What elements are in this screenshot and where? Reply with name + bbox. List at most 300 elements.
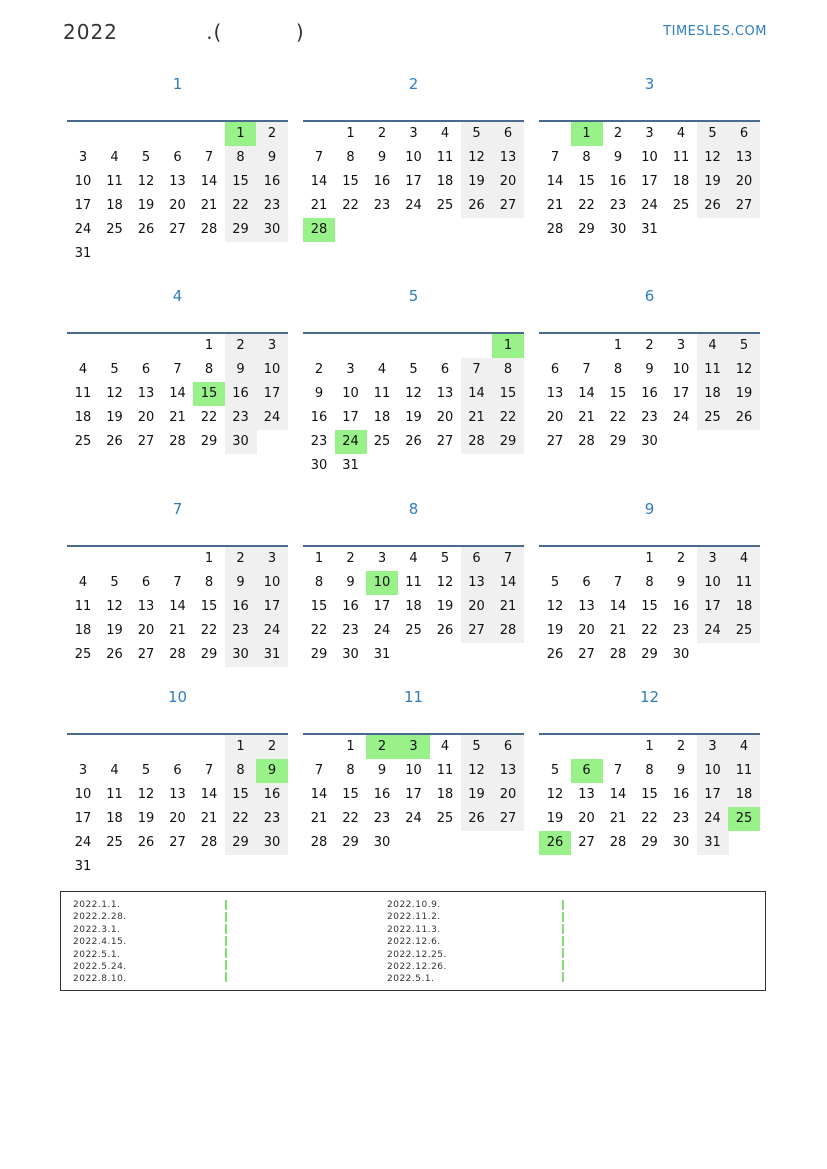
day-cell: 30 (342, 647, 359, 662)
day-cell: 5 (110, 575, 119, 590)
holiday-day-cell: 9 (256, 759, 288, 783)
day-cell: 6 (461, 547, 493, 571)
day-cell: 15 (641, 599, 658, 614)
day-cell: 27 (169, 835, 186, 850)
day-cell: 19 (461, 783, 493, 807)
day-cell: 21 (169, 623, 186, 638)
day-cell: 12 (546, 787, 564, 802)
note-date: 2022.1.1. (73, 900, 121, 910)
day-cell: 31 (256, 643, 288, 667)
day-cell: 14 (310, 787, 328, 802)
note-divider (225, 900, 227, 984)
day-cell: 10 (256, 358, 288, 382)
day-cell: 31 (641, 222, 658, 237)
month-name: 11 (403, 688, 424, 706)
day-cell: 18 (697, 382, 729, 406)
day-cell: 12 (461, 759, 493, 783)
day-cell: 16 (225, 595, 257, 619)
day-cell: 3 (697, 735, 729, 759)
day-cell: 14 (461, 382, 493, 406)
day-cell: 16 (641, 386, 658, 401)
day-cell: 17 (697, 595, 729, 619)
day-cell: 26 (137, 835, 155, 850)
day-cell: 8 (346, 150, 355, 165)
day-cell: 2 (676, 739, 686, 754)
day-cell: 9 (645, 362, 654, 377)
day-cell: 25 (405, 623, 422, 638)
day-cell: 7 (314, 763, 324, 778)
day-cell: 6 (440, 362, 450, 377)
day-cell: 1 (314, 551, 324, 566)
day-cell: 5 (461, 735, 493, 759)
day-cell: 8 (225, 759, 257, 783)
day-cell: 18 (373, 410, 391, 425)
day-cell: 14 (578, 386, 595, 401)
day-cell: 19 (137, 811, 155, 826)
day-cell: 20 (728, 170, 760, 194)
day-cell: 21 (609, 811, 627, 826)
day-cell: 7 (461, 358, 493, 382)
day-cell: 11 (697, 358, 729, 382)
note-date: 2022.2.28. (73, 912, 127, 923)
holiday-day-cell: 10 (366, 571, 398, 595)
holiday-day-cell: 24 (335, 430, 367, 454)
day-cell: 11 (436, 150, 454, 165)
day-cell: 22 (641, 811, 658, 826)
day-cell: 19 (728, 382, 760, 406)
holiday-day-cell: 6 (571, 759, 603, 783)
note-date: 2022.11.3. (387, 924, 441, 935)
day-cell: 15 (310, 599, 328, 614)
day-cell: 30 (225, 643, 257, 667)
day-cell: 23 (373, 811, 391, 826)
day-cell: 25 (373, 434, 391, 449)
day-cell: 9 (256, 146, 288, 170)
day-cell: 22 (342, 198, 359, 213)
month-name: 4 (172, 287, 183, 305)
day-cell: 22 (578, 198, 595, 213)
day-cell: 4 (440, 739, 450, 754)
note-date: 2022.5.24. (73, 962, 127, 973)
month-name: 8 (408, 500, 419, 518)
day-cell: 7 (204, 150, 214, 165)
note-date: 2022.12.26. (387, 962, 447, 973)
day-cell: 11 (106, 787, 123, 802)
day-cell: 2 (225, 334, 257, 358)
day-cell: 11 (74, 599, 92, 614)
day-cell: 14 (609, 599, 627, 614)
day-cell: 23 (672, 811, 690, 826)
day-cell: 9 (676, 763, 686, 778)
day-cell: 12 (436, 575, 454, 590)
day-cell: 7 (492, 547, 524, 571)
day-cell: 3 (409, 126, 418, 141)
day-cell: 29 (342, 835, 359, 850)
day-cell: 28 (461, 430, 493, 454)
day-cell: 16 (373, 787, 391, 802)
day-cell: 15 (641, 787, 658, 802)
day-cell: 29 (310, 647, 328, 662)
day-cell: 17 (405, 787, 422, 802)
day-cell: 11 (728, 571, 760, 595)
day-cell: 15 (342, 787, 359, 802)
day-cell: 2 (645, 338, 654, 353)
day-cell: 22 (492, 406, 524, 430)
day-cell: 5 (550, 575, 560, 590)
day-cell: 15 (200, 599, 218, 614)
day-cell: 5 (409, 362, 418, 377)
day-cell: 18 (106, 198, 123, 213)
day-cell: 15 (492, 382, 524, 406)
day-cell: 1 (225, 735, 257, 759)
day-cell: 7 (204, 763, 214, 778)
day-cell: 19 (461, 170, 493, 194)
day-cell: 24 (405, 198, 422, 213)
day-cell: 24 (74, 222, 92, 237)
day-cell: 7 (173, 362, 182, 377)
day-cell: 7 (613, 575, 623, 590)
day-cell: 22 (310, 623, 328, 638)
day-cell: 6 (492, 122, 524, 146)
day-cell: 13 (578, 787, 595, 802)
day-cell: 15 (342, 174, 359, 189)
day-cell: 20 (169, 198, 186, 213)
day-cell: 19 (405, 410, 422, 425)
day-cell: 27 (492, 194, 524, 218)
day-cell: 24 (373, 623, 391, 638)
day-cell: 30 (672, 835, 690, 850)
day-cell: 12 (546, 599, 564, 614)
day-cell: 12 (106, 386, 123, 401)
day-cell: 22 (609, 410, 627, 425)
day-cell: 25 (74, 647, 92, 662)
day-cell: 12 (728, 358, 760, 382)
day-cell: 26 (461, 194, 493, 218)
day-cell: 23 (609, 198, 627, 213)
day-cell: 27 (137, 434, 155, 449)
day-cell: 29 (609, 434, 627, 449)
day-cell: 5 (697, 122, 729, 146)
day-cell: 4 (728, 547, 760, 571)
day-cell: 21 (609, 623, 627, 638)
day-cell: 6 (141, 575, 151, 590)
day-cell: 18 (106, 811, 123, 826)
day-cell: 3 (346, 362, 355, 377)
note-divider (562, 900, 564, 984)
month-name: 1 (172, 75, 183, 93)
day-cell: 8 (204, 575, 214, 590)
day-cell: 13 (578, 599, 595, 614)
day-cell: 26 (546, 647, 564, 662)
day-cell: 19 (697, 170, 729, 194)
day-cell: 21 (169, 410, 186, 425)
day-cell: 18 (405, 599, 422, 614)
day-cell: 4 (377, 362, 387, 377)
day-cell: 4 (440, 126, 450, 141)
day-cell: 30 (256, 831, 288, 855)
day-cell: 28 (578, 434, 595, 449)
day-cell: 21 (461, 406, 493, 430)
day-cell: 1 (204, 338, 214, 353)
day-cell: 11 (74, 386, 92, 401)
day-cell: 28 (169, 647, 186, 662)
day-cell: 23 (225, 619, 257, 643)
day-cell: 4 (409, 551, 418, 566)
day-cell: 20 (436, 410, 454, 425)
day-cell: 6 (728, 122, 760, 146)
day-cell: 27 (546, 434, 564, 449)
month-name: 10 (167, 688, 188, 706)
day-cell: 20 (492, 783, 524, 807)
day-cell: 28 (169, 434, 186, 449)
holiday-day-cell: 3 (398, 735, 430, 759)
day-cell: 5 (461, 122, 493, 146)
day-cell: 8 (645, 575, 654, 590)
day-cell: 5 (728, 334, 760, 358)
day-cell: 29 (492, 430, 524, 454)
day-cell: 1 (346, 126, 355, 141)
day-cell: 28 (609, 835, 627, 850)
day-cell: 21 (546, 198, 564, 213)
day-cell: 21 (200, 811, 218, 826)
day-cell: 11 (728, 759, 760, 783)
day-cell: 28 (609, 647, 627, 662)
day-cell: 7 (550, 150, 560, 165)
month-name: 7 (172, 500, 183, 518)
day-cell: 23 (373, 198, 391, 213)
day-cell: 8 (346, 763, 355, 778)
day-cell: 24 (256, 406, 288, 430)
day-cell: 9 (314, 386, 324, 401)
holiday-day-cell: 2 (366, 735, 398, 759)
note-date: 2022.12.25. (387, 949, 447, 960)
day-cell: 14 (546, 174, 564, 189)
day-cell: 20 (137, 410, 155, 425)
day-cell: 10 (672, 362, 690, 377)
day-cell: 15 (225, 783, 257, 807)
day-cell: 30 (256, 218, 288, 242)
day-cell: 26 (106, 647, 123, 662)
day-cell: 16 (256, 170, 288, 194)
day-cell: 12 (461, 146, 493, 170)
day-cell: 26 (137, 222, 155, 237)
day-cell: 28 (200, 835, 218, 850)
day-cell: 18 (672, 174, 690, 189)
day-cell: 25 (74, 434, 92, 449)
day-cell: 4 (78, 575, 88, 590)
day-cell: 17 (74, 198, 92, 213)
day-cell: 20 (169, 811, 186, 826)
day-cell: 16 (310, 410, 328, 425)
day-cell: 12 (106, 599, 123, 614)
day-cell: 29 (641, 647, 658, 662)
day-cell: 26 (728, 406, 760, 430)
day-cell: 22 (200, 623, 218, 638)
day-cell: 30 (641, 434, 658, 449)
day-cell: 5 (550, 763, 560, 778)
day-cell: 22 (641, 623, 658, 638)
day-cell: 2 (377, 126, 387, 141)
day-cell: 30 (672, 647, 690, 662)
day-cell: 17 (672, 386, 690, 401)
day-cell: 7 (582, 362, 591, 377)
day-cell: 10 (697, 571, 729, 595)
day-cell: 23 (256, 807, 288, 831)
day-cell: 13 (169, 174, 186, 189)
day-cell: 2 (225, 547, 257, 571)
note-date: 2022.10.9. (387, 900, 441, 910)
day-cell: 9 (225, 358, 257, 382)
day-cell: 5 (141, 150, 151, 165)
day-cell: 23 (641, 410, 658, 425)
day-cell: 15 (578, 174, 595, 189)
day-cell: 21 (310, 811, 328, 826)
day-cell: 17 (697, 783, 729, 807)
day-cell: 17 (342, 410, 359, 425)
brand-logo-text[interactable]: TIMESLES.COM (663, 24, 767, 39)
note-date: 2022.4.15. (73, 937, 127, 948)
day-cell: 20 (492, 170, 524, 194)
day-cell: 8 (314, 575, 324, 590)
day-cell: 18 (74, 410, 92, 425)
day-cell: 14 (169, 599, 186, 614)
day-cell: 3 (645, 126, 654, 141)
day-cell: 7 (173, 575, 182, 590)
day-cell: 8 (613, 362, 623, 377)
day-cell: 14 (200, 787, 218, 802)
day-cell: 22 (200, 410, 218, 425)
day-cell: 5 (141, 763, 151, 778)
note-date: 2022.5.1. (73, 949, 121, 960)
day-cell: 21 (492, 595, 524, 619)
day-cell: 24 (405, 811, 422, 826)
day-cell: 30 (310, 458, 328, 473)
day-cell: 13 (137, 386, 155, 401)
day-cell: 21 (200, 198, 218, 213)
day-cell: 27 (461, 619, 493, 643)
day-cell: 10 (74, 787, 92, 802)
day-cell: 12 (697, 146, 729, 170)
day-cell: 27 (728, 194, 760, 218)
day-cell: 27 (137, 647, 155, 662)
day-cell: 16 (256, 783, 288, 807)
day-cell: 17 (405, 174, 422, 189)
day-cell: 3 (78, 150, 88, 165)
day-cell: 19 (106, 410, 123, 425)
day-cell: 29 (641, 835, 658, 850)
day-cell: 3 (377, 551, 387, 566)
day-cell: 27 (578, 835, 595, 850)
day-cell: 4 (676, 126, 686, 141)
holiday-day-cell: 1 (225, 122, 257, 146)
day-cell: 23 (342, 623, 359, 638)
month-name: 12 (639, 688, 660, 706)
day-cell: 29 (225, 218, 257, 242)
day-cell: 25 (106, 835, 123, 850)
note-date: 2022.5.1. (387, 974, 435, 985)
day-cell: 18 (728, 783, 760, 807)
day-cell: 7 (314, 150, 324, 165)
day-cell: 27 (169, 222, 186, 237)
day-cell: 2 (256, 122, 288, 146)
day-cell: 15 (609, 386, 627, 401)
day-cell: 4 (78, 362, 88, 377)
day-cell: 19 (546, 811, 564, 826)
day-cell: 8 (645, 763, 654, 778)
day-cell: 16 (373, 174, 391, 189)
day-cell: 6 (173, 763, 182, 778)
day-cell: 6 (173, 150, 182, 165)
day-cell: 8 (225, 146, 257, 170)
day-cell: 9 (613, 150, 623, 165)
day-cell: 29 (578, 222, 595, 237)
holiday-day-cell: 15 (193, 382, 225, 406)
month-name: 2 (408, 75, 419, 93)
day-cell: 27 (578, 647, 595, 662)
day-cell: 25 (436, 198, 454, 213)
day-cell: 4 (110, 763, 119, 778)
day-cell: 16 (225, 382, 257, 406)
notes-right-column (387, 899, 447, 986)
day-cell: 31 (74, 246, 92, 261)
day-cell: 3 (256, 334, 288, 358)
day-cell: 12 (137, 174, 155, 189)
day-cell: 27 (436, 434, 454, 449)
day-cell: 19 (436, 599, 454, 614)
day-cell: 7 (613, 763, 623, 778)
day-cell: 18 (728, 595, 760, 619)
day-cell: 9 (676, 575, 686, 590)
day-cell: 1 (613, 338, 623, 353)
note-date: 2022.11.2. (387, 912, 441, 923)
day-cell: 24 (641, 198, 658, 213)
day-cell: 13 (492, 759, 524, 783)
day-cell: 18 (436, 174, 454, 189)
day-cell: 13 (137, 599, 155, 614)
day-cell: 23 (672, 623, 690, 638)
month-divider (303, 332, 524, 334)
day-cell: 11 (106, 174, 123, 189)
day-cell: 31 (74, 859, 92, 874)
day-cell: 11 (405, 575, 422, 590)
day-cell: 14 (609, 787, 627, 802)
day-cell: 31 (342, 458, 359, 473)
day-cell: 5 (440, 551, 450, 566)
day-cell: 17 (373, 599, 391, 614)
day-cell: 3 (676, 338, 686, 353)
day-cell: 2 (346, 551, 355, 566)
day-cell: 1 (645, 739, 654, 754)
day-cell: 13 (436, 386, 454, 401)
day-cell: 4 (728, 735, 760, 759)
day-cell: 20 (546, 410, 564, 425)
day-cell: 20 (137, 623, 155, 638)
day-cell: 19 (106, 623, 123, 638)
day-cell: 16 (672, 787, 690, 802)
day-cell: 17 (74, 811, 92, 826)
day-cell: 25 (728, 619, 760, 643)
day-cell: 12 (137, 787, 155, 802)
day-cell: 10 (74, 174, 92, 189)
day-cell: 21 (578, 410, 595, 425)
day-cell: 13 (461, 571, 493, 595)
day-cell: 27 (492, 807, 524, 831)
day-cell: 29 (200, 434, 218, 449)
day-cell: 9 (377, 150, 387, 165)
note-date: 2022.12.6. (387, 937, 441, 948)
day-cell: 26 (405, 434, 422, 449)
day-cell: 25 (436, 811, 454, 826)
